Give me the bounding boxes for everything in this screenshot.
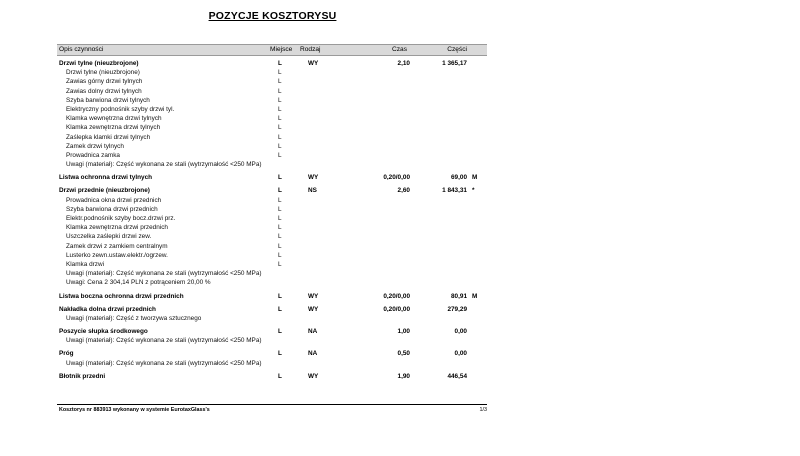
table-row-detail (57, 336, 487, 345)
row-description: Uwagi (materiał): Część wykonana ze stali (wytrzymałość <250 MPa) (66, 161, 262, 169)
page-footer (57, 404, 487, 415)
row-place: L (278, 69, 282, 77)
row-place: L (278, 372, 282, 380)
row-type: WY (308, 305, 319, 313)
row-place: L (278, 115, 282, 123)
row-description: Nakładka dolna drzwi przednich (59, 305, 156, 313)
row-parts: 0,00 (454, 350, 467, 358)
table-row-detail (57, 142, 487, 151)
row-description: Elektr.podnośnik szyby bocz.drzwi prz. (66, 215, 176, 222)
row-description: Szyba barwiona drzwi tylnych (66, 96, 150, 104)
row-description: Zaślepka klamki drzwi tylnych (66, 133, 151, 141)
row-type: WY (308, 292, 319, 300)
row-time: 2,10 (397, 60, 410, 67)
row-place: L (278, 96, 282, 104)
row-place: L (278, 87, 282, 95)
row-place: L (278, 187, 282, 195)
table-row-detail (57, 123, 487, 132)
row-time: 1,00 (397, 328, 410, 336)
row-description: Próg (59, 350, 74, 358)
table-row-detail (57, 260, 487, 269)
footer-page-number: 1/3 (479, 407, 487, 413)
table-row-detail (57, 87, 487, 96)
row-flag: M (472, 174, 478, 182)
row-place: L (278, 260, 282, 268)
row-description: Szyba barwiona drzwi przednich (66, 205, 158, 213)
table-row-detail (57, 96, 487, 105)
table-row-detail (57, 214, 487, 223)
table-row-detail (57, 114, 487, 123)
row-description: Poszycie słupka środkowego (59, 328, 148, 336)
table-header (57, 44, 487, 56)
header-place: Miejsce (270, 46, 293, 53)
row-type: WY (308, 372, 319, 380)
table-row-detail (57, 269, 487, 278)
row-place: L (278, 215, 282, 222)
table-row-detail (57, 196, 487, 205)
table-row-detail (57, 251, 487, 260)
row-description: Prowadnica zamka (66, 151, 120, 159)
cost-items-table (57, 44, 487, 381)
row-description: Drzwi tylne (nieuzbrojone) (66, 69, 140, 77)
row-place: L (278, 174, 282, 182)
table-row-detail (57, 314, 487, 323)
row-description: Elektryczny podnośnik szyby drzwi tyl. (66, 105, 175, 113)
table-row-detail (57, 223, 487, 232)
footer-estimate-note: Kosztorys nr 883913 wykonany w systemie EurotaxGlass's (59, 407, 210, 413)
table-row-detail (57, 133, 487, 142)
row-time: 0,20/0,00 (383, 305, 410, 313)
row-place: L (278, 233, 282, 241)
table-row-detail (57, 278, 487, 287)
row-place: L (278, 124, 282, 132)
table-row-detail (57, 232, 487, 241)
row-parts: 1 365,17 (442, 60, 467, 67)
table-row-detail (57, 359, 487, 368)
header-parts: Części (447, 46, 467, 53)
row-description: Klamka wewnętrzna drzwi tylnych (66, 115, 162, 123)
row-place: L (278, 151, 282, 159)
row-description: Błotnik przedni (59, 372, 106, 380)
row-time: 0,20/0,00 (383, 174, 410, 182)
header-type: Rodzaj (300, 46, 321, 53)
header-time: Czas (391, 46, 407, 53)
row-description: Drzwi przednie (nieuzbrojone) (59, 187, 150, 195)
row-description: Klamka zewnętrzna drzwi tylnych (66, 124, 161, 132)
table-row-operation (57, 173, 487, 182)
row-parts: 80,91 (451, 292, 467, 300)
table-row-operation (57, 349, 487, 358)
table-row-operation (57, 292, 487, 301)
row-description: Uwagi (materiał): Część z tworzywa sztucznego (66, 314, 202, 322)
row-description: Lusterko zewn.ustaw.elektr./ogrzew. (66, 251, 168, 259)
row-description: Zawias górny drzwi tylnych (66, 78, 143, 86)
row-description: Prowadnica okna drzwi przednich (66, 196, 162, 204)
row-description: Klamka drzwi (66, 260, 104, 268)
header-description: Opis czynności (59, 46, 104, 53)
row-description: Uwagi (materiał): Część wykonana ze stali (wytrzymałość <250 MPa) (66, 270, 262, 278)
table-row-operation (57, 59, 487, 68)
row-type: NA (308, 350, 318, 358)
table-row-operation (57, 186, 487, 195)
row-place: L (278, 350, 282, 358)
table-row-operation (57, 327, 487, 336)
row-description: Listwa boczna ochronna drzwi przednich (59, 292, 184, 300)
row-time: 0,20/0,00 (383, 292, 410, 300)
row-place: L (278, 328, 282, 336)
row-description: Klamka zewnętrzna drzwi przednich (66, 224, 168, 232)
row-place: L (278, 205, 282, 213)
row-description: Uwagi (materiał): Część wykonana ze stali (wytrzymałość <250 MPa) (66, 359, 262, 367)
row-time: 0,50 (397, 350, 410, 358)
table-row-operation (57, 305, 487, 314)
row-place: L (278, 78, 282, 86)
row-description: Uszczelka zaślepki drzwi zew. (66, 233, 152, 241)
row-type: NS (308, 187, 317, 195)
table-row-detail (57, 105, 487, 114)
table-row-detail (57, 151, 487, 160)
row-place: L (278, 133, 282, 141)
row-time: 1,90 (397, 372, 410, 380)
table-row-detail (57, 160, 487, 169)
row-description: Zamek drzwi tylnych (66, 142, 124, 150)
table-row-detail (57, 77, 487, 86)
row-description: Uwagi (materiał): Część wykonana ze stali (wytrzymałość <250 MPa) (66, 337, 262, 345)
row-time: 2,60 (397, 187, 410, 195)
row-flag: * (472, 187, 475, 195)
row-description: Uwagi: Cena 2 304,14 PLN z potrąceniem 20,00 % (66, 279, 211, 287)
row-place: L (278, 105, 282, 113)
table-row-detail (57, 68, 487, 77)
row-flag: M (472, 292, 478, 300)
row-description: Zawias dolny drzwi tylnych (66, 87, 142, 95)
document-title: POZYCJE KOSZTORYSU (208, 10, 337, 22)
row-description: Listwa ochronna drzwi tylnych (59, 174, 153, 182)
row-place: L (278, 251, 282, 259)
table-row-operation (57, 372, 487, 381)
row-place: L (278, 224, 282, 232)
row-place: L (278, 292, 282, 300)
row-parts: 279,29 (447, 305, 467, 313)
row-place: L (278, 196, 282, 204)
table-body (57, 59, 487, 381)
row-parts: 1 843,31 (442, 187, 467, 195)
row-parts: 69,00 (451, 174, 467, 182)
row-type: WY (308, 60, 319, 67)
row-place: L (278, 60, 282, 67)
row-description: Drzwi tylne (nieuzbrojone) (59, 60, 139, 67)
row-place: L (278, 142, 282, 150)
table-row-detail (57, 205, 487, 214)
row-type: NA (308, 328, 318, 336)
row-place: L (278, 242, 282, 250)
row-place: L (278, 305, 282, 313)
row-type: WY (308, 174, 319, 182)
row-parts: 0,00 (454, 328, 467, 336)
row-description: Zamek drzwi z zamkiem centralnym (66, 242, 168, 250)
table-row-detail (57, 242, 487, 251)
row-parts: 446,54 (447, 372, 467, 380)
